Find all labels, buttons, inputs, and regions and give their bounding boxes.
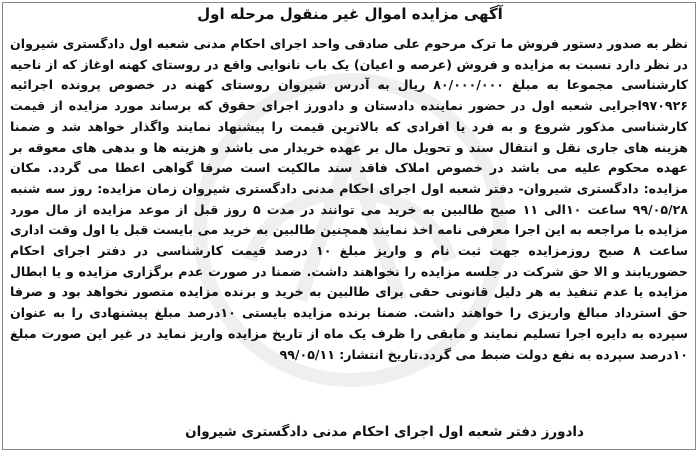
notice-body: نظر به صدور دستور فروش ما ترک مرحوم علی صادقی واحد اجرای احکام مدنی شعبه اول دادگستری شیروان در نظر دارد نسبت به مزایده و فروش (عرصه و اعیان) یک باب نانوایی واقع در روستای کهنه اوغاز که از ناحیه کارشناسی مجموعا به مبلغ ۸۰/۰۰۰/۰۰۰ ریال به آدرس شیروان روستای کهنه در خصوص پرونده اجرائیه ۹۷۰۹۲۶اجرایی شعبه اول در حضور نماینده دادستان و دادورز اجرای حقوق که برساند مورد مزایده از قیمت کارشناسی مذکور شروع و به فرد یا افرادی که بالاترین قیمت را پیشنهاد نمایند واگذار خواهد شد و ضمنا هزینه های جاری نقل و انتقال سند و تحویل مال بر عهده خریدار می باشد و هزینه ها و بدهی های معوقه بر عهده محکوم علیه می باشد در خصوص املاک فاقد سند مالکیت است صرفا گواهی اعطا می گردد. مکان مزایده: دادگستری شیروان- دفتر شعبه اول اجرای احکام مدنی دادگستری شیروان زمان مزایده: روز سه شنبه ۹۹/۰۵/۲۸ ساعت ۱۰الی ۱۱ صبح طالبین به خرید می توانند در مدت ۵ روز قبل از موعد مزایده از مال مورد مزایده با مراجعه به این اجرا معرفی نامه اخذ نمایند همچنین طالبین به خرید می بایست قبل یا اول وقت اداری ساعت ۸ صبح روزمزایده جهت ثبت نام و واریز مبلغ ۱۰ درصد قیمت کارشناسی در دفتر اجرای احکام حضوریابند و الا حق شرکت در جلسه مزایده را نخواهند داشت. ضمنا در صورت عدم برگزاری مزایده و یا ابطال مزایده یا عدم تنفیذ به هر دلیل قانونی حقی برای طالبین به خرید و برنده مزایده متصور نخواهد بود و صرفا حق استرداد مبالغ واریزی را خواهند داشت. ضمنا برنده مزایده بایستی ۱۰درصد مبلغ پیشنهادی را به عنوان سپرده به دایره اجرا تسلیم نمایند و مابقی را ظرف یک ماه از تاریخ مزایده واریز نماید در غیر این صورت مبلغ ۱۰درصد سپرده به نفع دولت ضبط می گردد.تاریخ انتشار: ۹۹/۰۵/۱۱: [10, 36, 689, 362]
notice-signature: دادورز دفتر شعبه اول اجرای احکام مدنی دادگستری شیروان: [185, 424, 584, 440]
notice-title: آگهی مزایده اموال غیر منقول مرحله اول: [197, 5, 503, 23]
